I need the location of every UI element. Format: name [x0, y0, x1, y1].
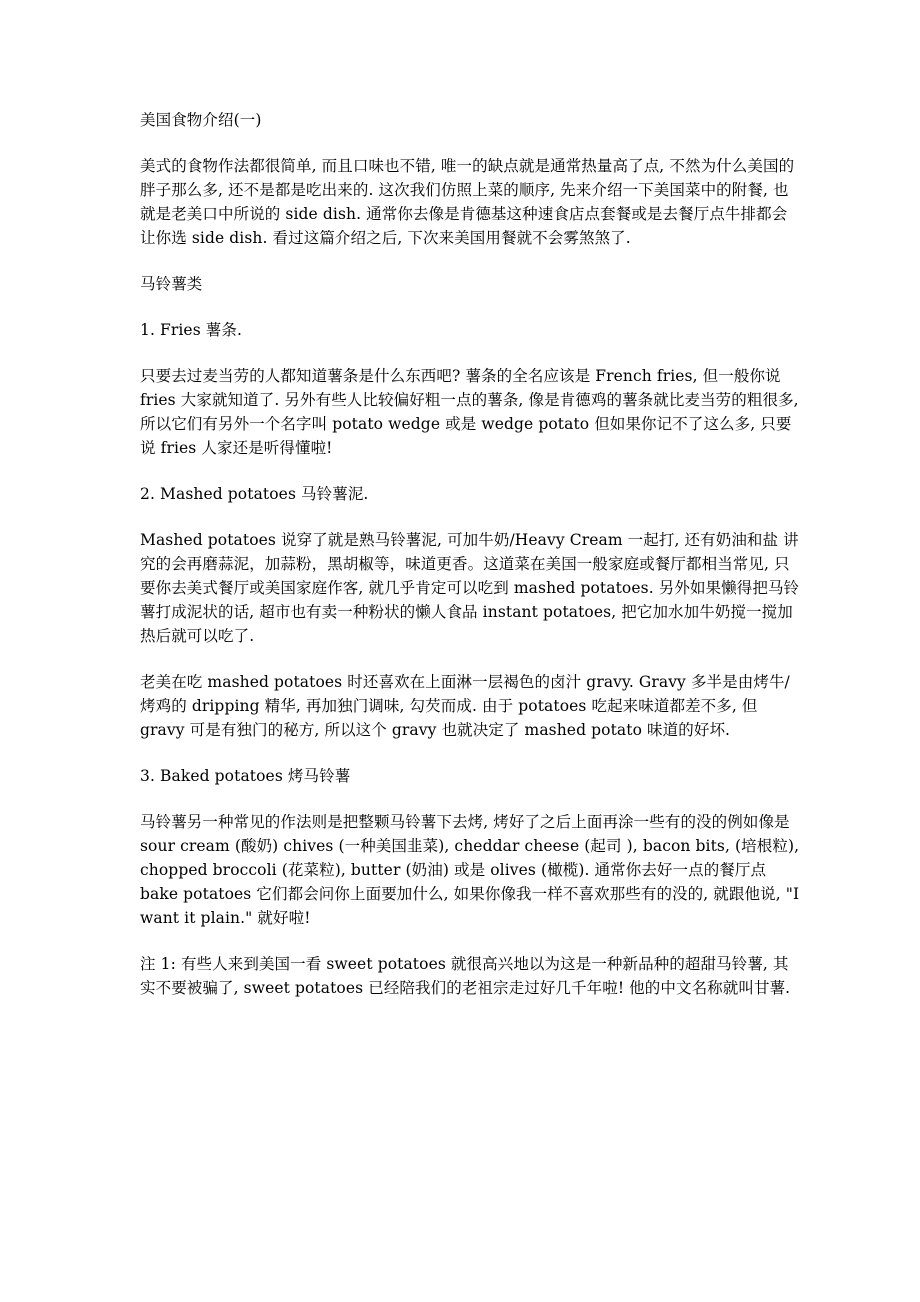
- item-1-heading: 1. Fries 薯条.: [140, 321, 243, 339]
- item-2-gravy-body: 老美在吃 mashed potatoes 时还喜欢在上面淋一层褐色的卤汁 gravy. Gravy 多半是由烤牛/烤鸡的 dripping 精华, 再加独门调味, 勾芡而成. 由于 potatoes 吃起来味道都差不多, 但 gravy 可是有独门的秘方, 所以这个 gravy 也就决定了 mashed potato 味道的好坏.: [140, 673, 790, 739]
- item-3-body: 马铃薯另一种常见的作法则是把整颗马铃薯下去烤, 烤好了之后上面再涂一些有的没的例如像是 sour cream (酸奶) chives (一种美国韭菜), cheddar cheese (起司 ), bacon bits, (培根粒), chopped broccoli (花菜粒), butter (奶油) 或是 olives (橄榄). 通常你去好一点的餐厅点 bake potatoes 它们都会问你上面要加什么, 如果你像我一样不喜欢那些有的没的, 就跟他说, "I want it plain." 就好啦!: [140, 813, 800, 927]
- document-title: 美国食物介绍(一): [140, 111, 262, 129]
- intro-paragraph: 美式的食物作法都很简单, 而且口味也不错, 唯一的缺点就是通常热量高了点, 不然为什么美国的胖子那么多, 还不是都是吃出来的. 这次我们仿照上菜的顺序, 先来介绍一下美国菜中的附餐, 也就是老美口中所说的 side dish. 通常你去像是肯德基这种速食店点套餐或是去餐厅点牛排都会让你选 side dish. 看过这篇介绍之后, 下次来美国用餐就不会雾煞煞了.: [140, 157, 795, 247]
- item-2-heading: 2. Mashed potatoes 马铃薯泥.: [140, 485, 369, 503]
- item-3-heading: 3. Baked potatoes 烤马铃薯: [140, 767, 351, 785]
- item-2-body: Mashed potatoes 说穿了就是熟马铃薯泥, 可加牛奶/Heavy Cream 一起打, 还有奶油和盐 讲究的会再磨蒜泥，加蒜粉，黑胡椒等，味道更香。这道菜在美国一般家庭或餐厅都相当常见, 只要你去美式餐厅或美国家庭作客, 就几乎肯定可以吃到 mashed potatoes. 另外如果懒得把马铃薯打成泥状的话, 超市也有卖一种粉状的懒人食品 instant potatoes, 把它加水加牛奶搅一搅加热后就可以吃了.: [140, 531, 800, 645]
- section-heading: 马铃薯类: [140, 275, 203, 293]
- document-body: [140, 108, 800, 1022]
- item-1-body: 只要去过麦当劳的人都知道薯条是什么东西吧? 薯条的全名应该是 French fries, 但一般你说 fries 大家就知道了. 另外有些人比较偏好粗一点的薯条, 像是肯德鸡的薯条就比麦当劳的粗很多, 所以它们有另外一个名字叫 potato wedge 或是 wedge potato 但如果你记不了这么多, 只要说 fries 人家还是听得懂啦!: [140, 367, 799, 457]
- note-1: 注 1: 有些人来到美国一看 sweet potatoes 就很高兴地以为这是一种新品种的超甜马铃薯, 其实不要被骗了, sweet potatoes 已经陪我们的老祖宗走过好几千年啦! 他的中文名称就叫甘薯.: [140, 955, 791, 997]
